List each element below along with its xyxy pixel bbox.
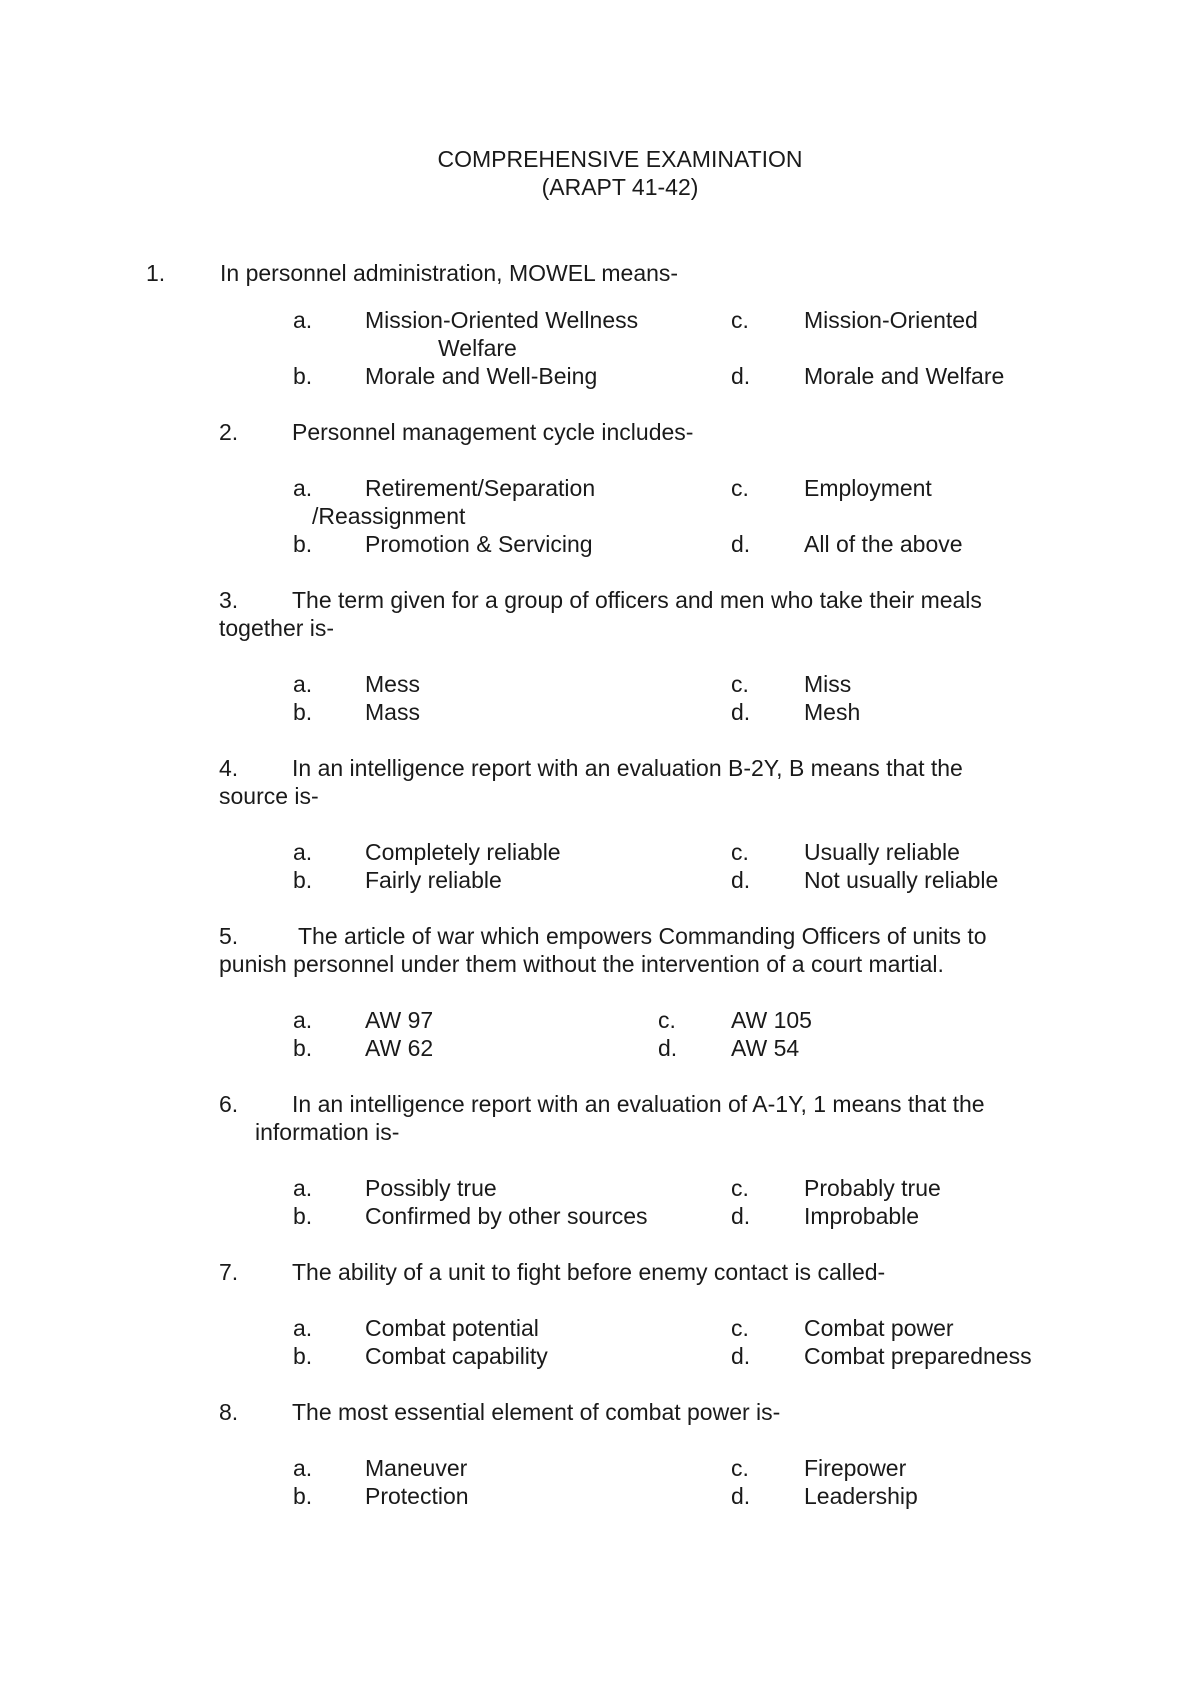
option-text: AW 105 xyxy=(731,1007,812,1033)
option-text: Combat capability xyxy=(365,1343,548,1369)
option-text: Mesh xyxy=(804,699,861,725)
option-letter: c. xyxy=(731,307,749,333)
option-letter: a. xyxy=(293,1315,313,1341)
option-letter: b. xyxy=(293,531,313,557)
option-letter: b. xyxy=(293,1343,313,1369)
exam-title: COMPREHENSIVE EXAMINATION xyxy=(437,146,803,172)
option-letter: b. xyxy=(293,1203,313,1229)
option-text: Not usually reliable xyxy=(804,867,999,893)
option-letter: a. xyxy=(293,671,313,697)
option-text: Fairly reliable xyxy=(365,867,502,893)
option-text: Combat preparedness xyxy=(804,1343,1032,1369)
question-text: In an intelligence report with an evaluation of A-1Y, 1 means that the xyxy=(292,1091,985,1117)
option-letter: c. xyxy=(731,1175,749,1201)
option-text: Confirmed by other sources xyxy=(365,1203,648,1229)
option-letter: d. xyxy=(731,1483,751,1509)
question-number: 6. xyxy=(219,1091,239,1117)
option-text: Promotion & Servicing xyxy=(365,531,593,557)
option-text: Employment xyxy=(804,475,932,501)
question-text: The term given for a group of officers and men who take their meals xyxy=(292,587,982,613)
option-letter: d. xyxy=(731,531,751,557)
option-letter: d. xyxy=(731,1203,751,1229)
question-text: Personnel management cycle includes- xyxy=(292,419,694,445)
option-text: Protection xyxy=(365,1483,469,1509)
question-text: In personnel administration, MOWEL means- xyxy=(220,260,679,286)
option-text: Mess xyxy=(365,671,420,697)
option-text: Usually reliable xyxy=(804,839,960,865)
question-number: 4. xyxy=(219,755,239,781)
option-text: Miss xyxy=(804,671,852,697)
option-text: Improbable xyxy=(804,1203,920,1229)
option-text: Maneuver xyxy=(365,1455,468,1481)
question-number: 8. xyxy=(219,1399,239,1425)
option-letter: a. xyxy=(293,1455,313,1481)
option-letter: b. xyxy=(293,867,313,893)
option-letter: c. xyxy=(731,1455,749,1481)
option-text: Probably true xyxy=(804,1175,941,1201)
question-text: The article of war which empowers Commanding Officers of units to xyxy=(298,923,987,949)
option-letter: d. xyxy=(731,699,751,725)
option-text: Firepower xyxy=(804,1455,907,1481)
option-text: Possibly true xyxy=(365,1175,497,1201)
question-text-continued: source is- xyxy=(219,783,319,809)
option-text: Mass xyxy=(365,699,420,725)
question-number: 2. xyxy=(219,419,239,445)
option-text: AW 54 xyxy=(731,1035,800,1061)
option-text-continued: Welfare xyxy=(438,335,517,361)
option-text: AW 62 xyxy=(365,1035,434,1061)
option-text: AW 97 xyxy=(365,1007,434,1033)
option-letter: b. xyxy=(293,363,313,389)
question-text-continued: together is- xyxy=(219,615,335,641)
option-text: Morale and Welfare xyxy=(804,363,1005,389)
option-text: Combat potential xyxy=(365,1315,539,1341)
option-letter: b. xyxy=(293,1035,313,1061)
option-letter: a. xyxy=(293,475,313,501)
option-letter: c. xyxy=(731,839,749,865)
option-text: Retirement/Separation xyxy=(365,475,596,501)
option-letter: a. xyxy=(293,1175,313,1201)
question-number: 7. xyxy=(219,1259,239,1285)
option-text: All of the above xyxy=(804,531,963,557)
option-letter: d. xyxy=(731,1343,751,1369)
question-number: 5. xyxy=(219,923,239,949)
option-text: Mission-Oriented Wellness xyxy=(365,307,639,333)
question-text-continued: information is- xyxy=(255,1119,400,1145)
exam-subtitle: (ARAPT 41-42) xyxy=(541,174,699,200)
option-text: Completely reliable xyxy=(365,839,561,865)
option-letter: c. xyxy=(658,1007,676,1033)
question-text-continued: punish personnel under them without the intervention of a court martial. xyxy=(219,951,944,977)
option-text: Morale and Well-Being xyxy=(365,363,598,389)
option-letter: c. xyxy=(731,671,749,697)
option-letter: c. xyxy=(731,475,749,501)
option-letter: d. xyxy=(731,363,751,389)
option-text: Mission-Oriented xyxy=(804,307,978,333)
question-text: In an intelligence report with an evaluation B-2Y, B means that the xyxy=(292,755,963,781)
option-letter: d. xyxy=(658,1035,678,1061)
option-letter: b. xyxy=(293,699,313,725)
question-number: 3. xyxy=(219,587,239,613)
option-letter: b. xyxy=(293,1483,313,1509)
option-text-continued: /Reassignment xyxy=(312,503,466,529)
option-letter: d. xyxy=(731,867,751,893)
option-text: Combat power xyxy=(804,1315,954,1341)
question-text: The most essential element of combat power is- xyxy=(292,1399,781,1425)
option-text: Leadership xyxy=(804,1483,918,1509)
question-number: 1. xyxy=(146,260,166,286)
option-letter: a. xyxy=(293,307,313,333)
option-letter: a. xyxy=(293,839,313,865)
option-letter: a. xyxy=(293,1007,313,1033)
option-letter: c. xyxy=(731,1315,749,1341)
question-text: The ability of a unit to fight before enemy contact is called- xyxy=(292,1259,886,1285)
